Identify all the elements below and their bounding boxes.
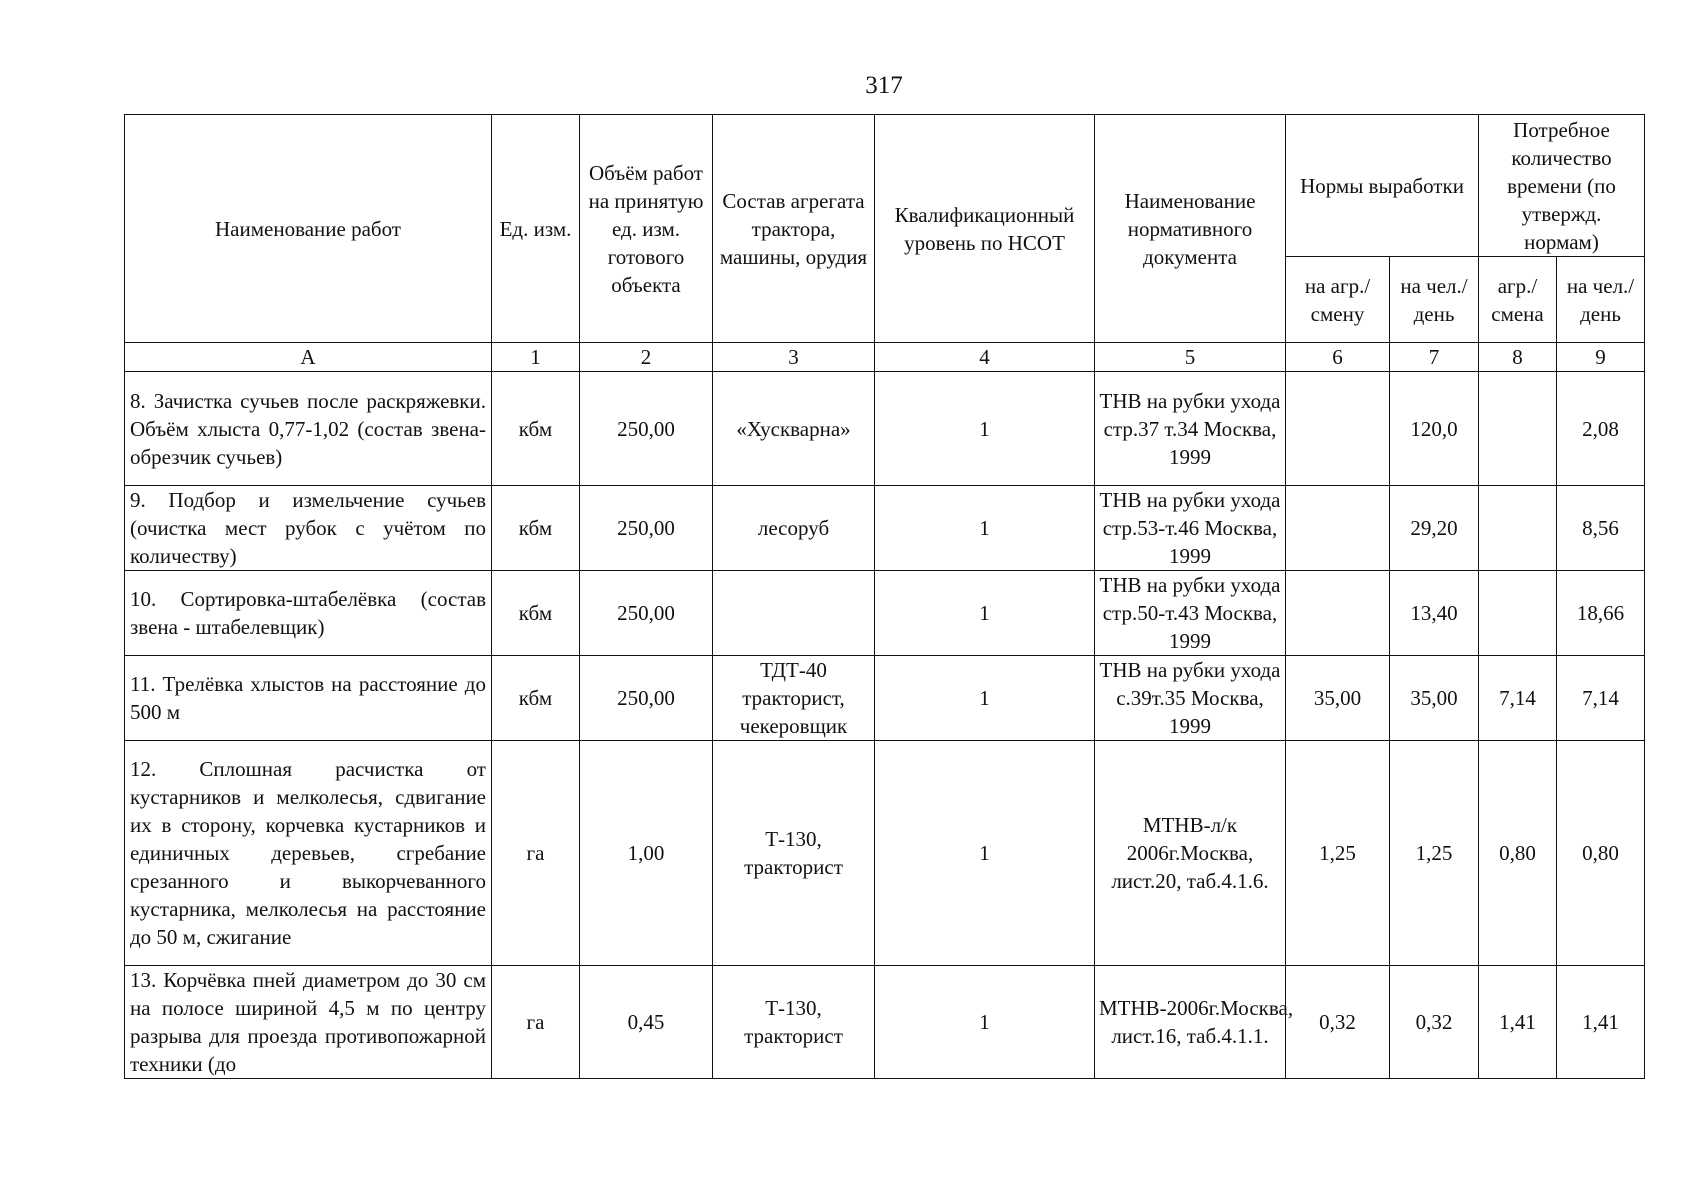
- norm-person-cell: 13,40: [1390, 571, 1479, 656]
- time-person-cell: 1,41: [1557, 966, 1645, 1079]
- volume-cell: 250,00: [580, 656, 713, 741]
- norm-person-cell: 1,25: [1390, 741, 1479, 966]
- time-unit-cell: [1479, 571, 1557, 656]
- work-name-cell: 9. Подбор и измельчение сучьев (очистка мест рубок с учётом по количеству): [125, 486, 492, 571]
- unit-cell: кбм: [492, 372, 580, 486]
- header-norm-per-unit-shift: на агр./ смену: [1286, 257, 1390, 343]
- unit-cell: кбм: [492, 571, 580, 656]
- time-person-cell: 18,66: [1557, 571, 1645, 656]
- time-unit-cell: [1479, 372, 1557, 486]
- work-name-cell: 13. Корчёвка пней диаметром до 30 см на полосе шириной 4,5 м по центру разрыва для проезда противопожарной техники (до: [125, 966, 492, 1079]
- column-number: 1: [492, 343, 580, 372]
- work-name-cell: 8. Зачистка сучьев после раскряжевки. Объём хлыста 0,77-1,02 (состав звена-обрезчик сучьев): [125, 372, 492, 486]
- norm-person-cell: 0,32: [1390, 966, 1479, 1079]
- norm-unit-cell: 1,25: [1286, 741, 1390, 966]
- table-row: [125, 372, 1645, 486]
- document-cell: ТНВ на рубки ухода стр.53-т.46 Москва, 1999: [1095, 486, 1286, 571]
- qualification-cell: 1: [875, 966, 1095, 1079]
- column-number: 2: [580, 343, 713, 372]
- machine-cell: Т-130, тракторист: [713, 741, 875, 966]
- volume-cell: 250,00: [580, 372, 713, 486]
- column-number: 4: [875, 343, 1095, 372]
- document-cell: ТНВ на рубки ухода с.39т.35 Москва, 1999: [1095, 656, 1286, 741]
- qualification-cell: 1: [875, 741, 1095, 966]
- machine-cell: лесоруб: [713, 486, 875, 571]
- unit-cell: кбм: [492, 656, 580, 741]
- time-person-cell: 0,80: [1557, 741, 1645, 966]
- volume-cell: 250,00: [580, 486, 713, 571]
- document-cell: МТНВ-л/к 2006г.Москва, лист.20, таб.4.1.6.: [1095, 741, 1286, 966]
- header-work-name: Наименование работ: [125, 115, 492, 343]
- norm-person-cell: 29,20: [1390, 486, 1479, 571]
- column-number: 6: [1286, 343, 1390, 372]
- header-time-unit-shift: агр./ смена: [1479, 257, 1557, 343]
- table-row: [125, 486, 1645, 571]
- norm-person-cell: 35,00: [1390, 656, 1479, 741]
- header-qualification: Квалификационный уровень по НСОТ: [875, 115, 1095, 343]
- norm-unit-cell: [1286, 486, 1390, 571]
- norm-unit-cell: 35,00: [1286, 656, 1390, 741]
- header-volume: Объём работ на принятую ед. изм. готового объекта: [580, 115, 713, 343]
- qualification-cell: 1: [875, 372, 1095, 486]
- column-number: 9: [1557, 343, 1645, 372]
- header-time-required: Потребное количество времени (по утвержд. нормам): [1479, 115, 1645, 257]
- time-person-cell: 8,56: [1557, 486, 1645, 571]
- table-row: [125, 656, 1645, 741]
- header-output-norms: Нормы выработки: [1286, 115, 1479, 257]
- time-person-cell: 7,14: [1557, 656, 1645, 741]
- unit-cell: га: [492, 741, 580, 966]
- norm-person-cell: 120,0: [1390, 372, 1479, 486]
- machine-cell: [713, 571, 875, 656]
- norm-unit-cell: [1286, 372, 1390, 486]
- column-number: 3: [713, 343, 875, 372]
- qualification-cell: 1: [875, 486, 1095, 571]
- machine-cell: «Хускварна»: [713, 372, 875, 486]
- volume-cell: 1,00: [580, 741, 713, 966]
- machine-cell: ТДТ-40 тракторист, чекеровщик: [713, 656, 875, 741]
- table-row: [125, 966, 1645, 1079]
- column-number: 8: [1479, 343, 1557, 372]
- table-row: [125, 741, 1645, 966]
- time-unit-cell: [1479, 486, 1557, 571]
- time-unit-cell: 7,14: [1479, 656, 1557, 741]
- volume-cell: 0,45: [580, 966, 713, 1079]
- time-person-cell: 2,08: [1557, 372, 1645, 486]
- qualification-cell: 1: [875, 656, 1095, 741]
- header-document: Наименование нормативного документа: [1095, 115, 1286, 343]
- column-number: 5: [1095, 343, 1286, 372]
- work-norms-table: [124, 114, 1645, 1079]
- machine-cell: Т-130, тракторист: [713, 966, 875, 1079]
- document-cell: ТНВ на рубки ухода стр.37 т.34 Москва, 1999: [1095, 372, 1286, 486]
- unit-cell: кбм: [492, 486, 580, 571]
- document-cell: ТНВ на рубки ухода стр.50-т.43 Москва, 1999: [1095, 571, 1286, 656]
- time-unit-cell: 0,80: [1479, 741, 1557, 966]
- time-unit-cell: 1,41: [1479, 966, 1557, 1079]
- page-number: 317: [865, 72, 903, 99]
- table-row: [125, 571, 1645, 656]
- header-unit: Ед. изм.: [492, 115, 580, 343]
- norm-unit-cell: 0,32: [1286, 966, 1390, 1079]
- qualification-cell: 1: [875, 571, 1095, 656]
- volume-cell: 250,00: [580, 571, 713, 656]
- work-name-cell: 11. Трелёвка хлыстов на расстояние до 500 м: [125, 656, 492, 741]
- column-number: А: [125, 343, 492, 372]
- column-number: 7: [1390, 343, 1479, 372]
- document-cell: МТНВ-2006г.Москва, лист.16, таб.4.1.1.: [1095, 966, 1286, 1079]
- work-name-cell: 10. Сортировка-штабелёвка (состав звена - штабелевщик): [125, 571, 492, 656]
- header-norm-per-person-day: на чел./ день: [1390, 257, 1479, 343]
- norm-unit-cell: [1286, 571, 1390, 656]
- header-time-person-day: на чел./ день: [1557, 257, 1645, 343]
- header-machine: Состав агрегата трактора, машины, орудия: [713, 115, 875, 343]
- unit-cell: га: [492, 966, 580, 1079]
- work-name-cell: 12. Сплошная расчистка от кустарников и мелколесья, сдвигание их в сторону, корчевка кустарников и единичных деревьев, сгребание срезанного и выкорчеванного кустарника, мелколесья на расстояние до 50 м, сжигание: [125, 741, 492, 966]
